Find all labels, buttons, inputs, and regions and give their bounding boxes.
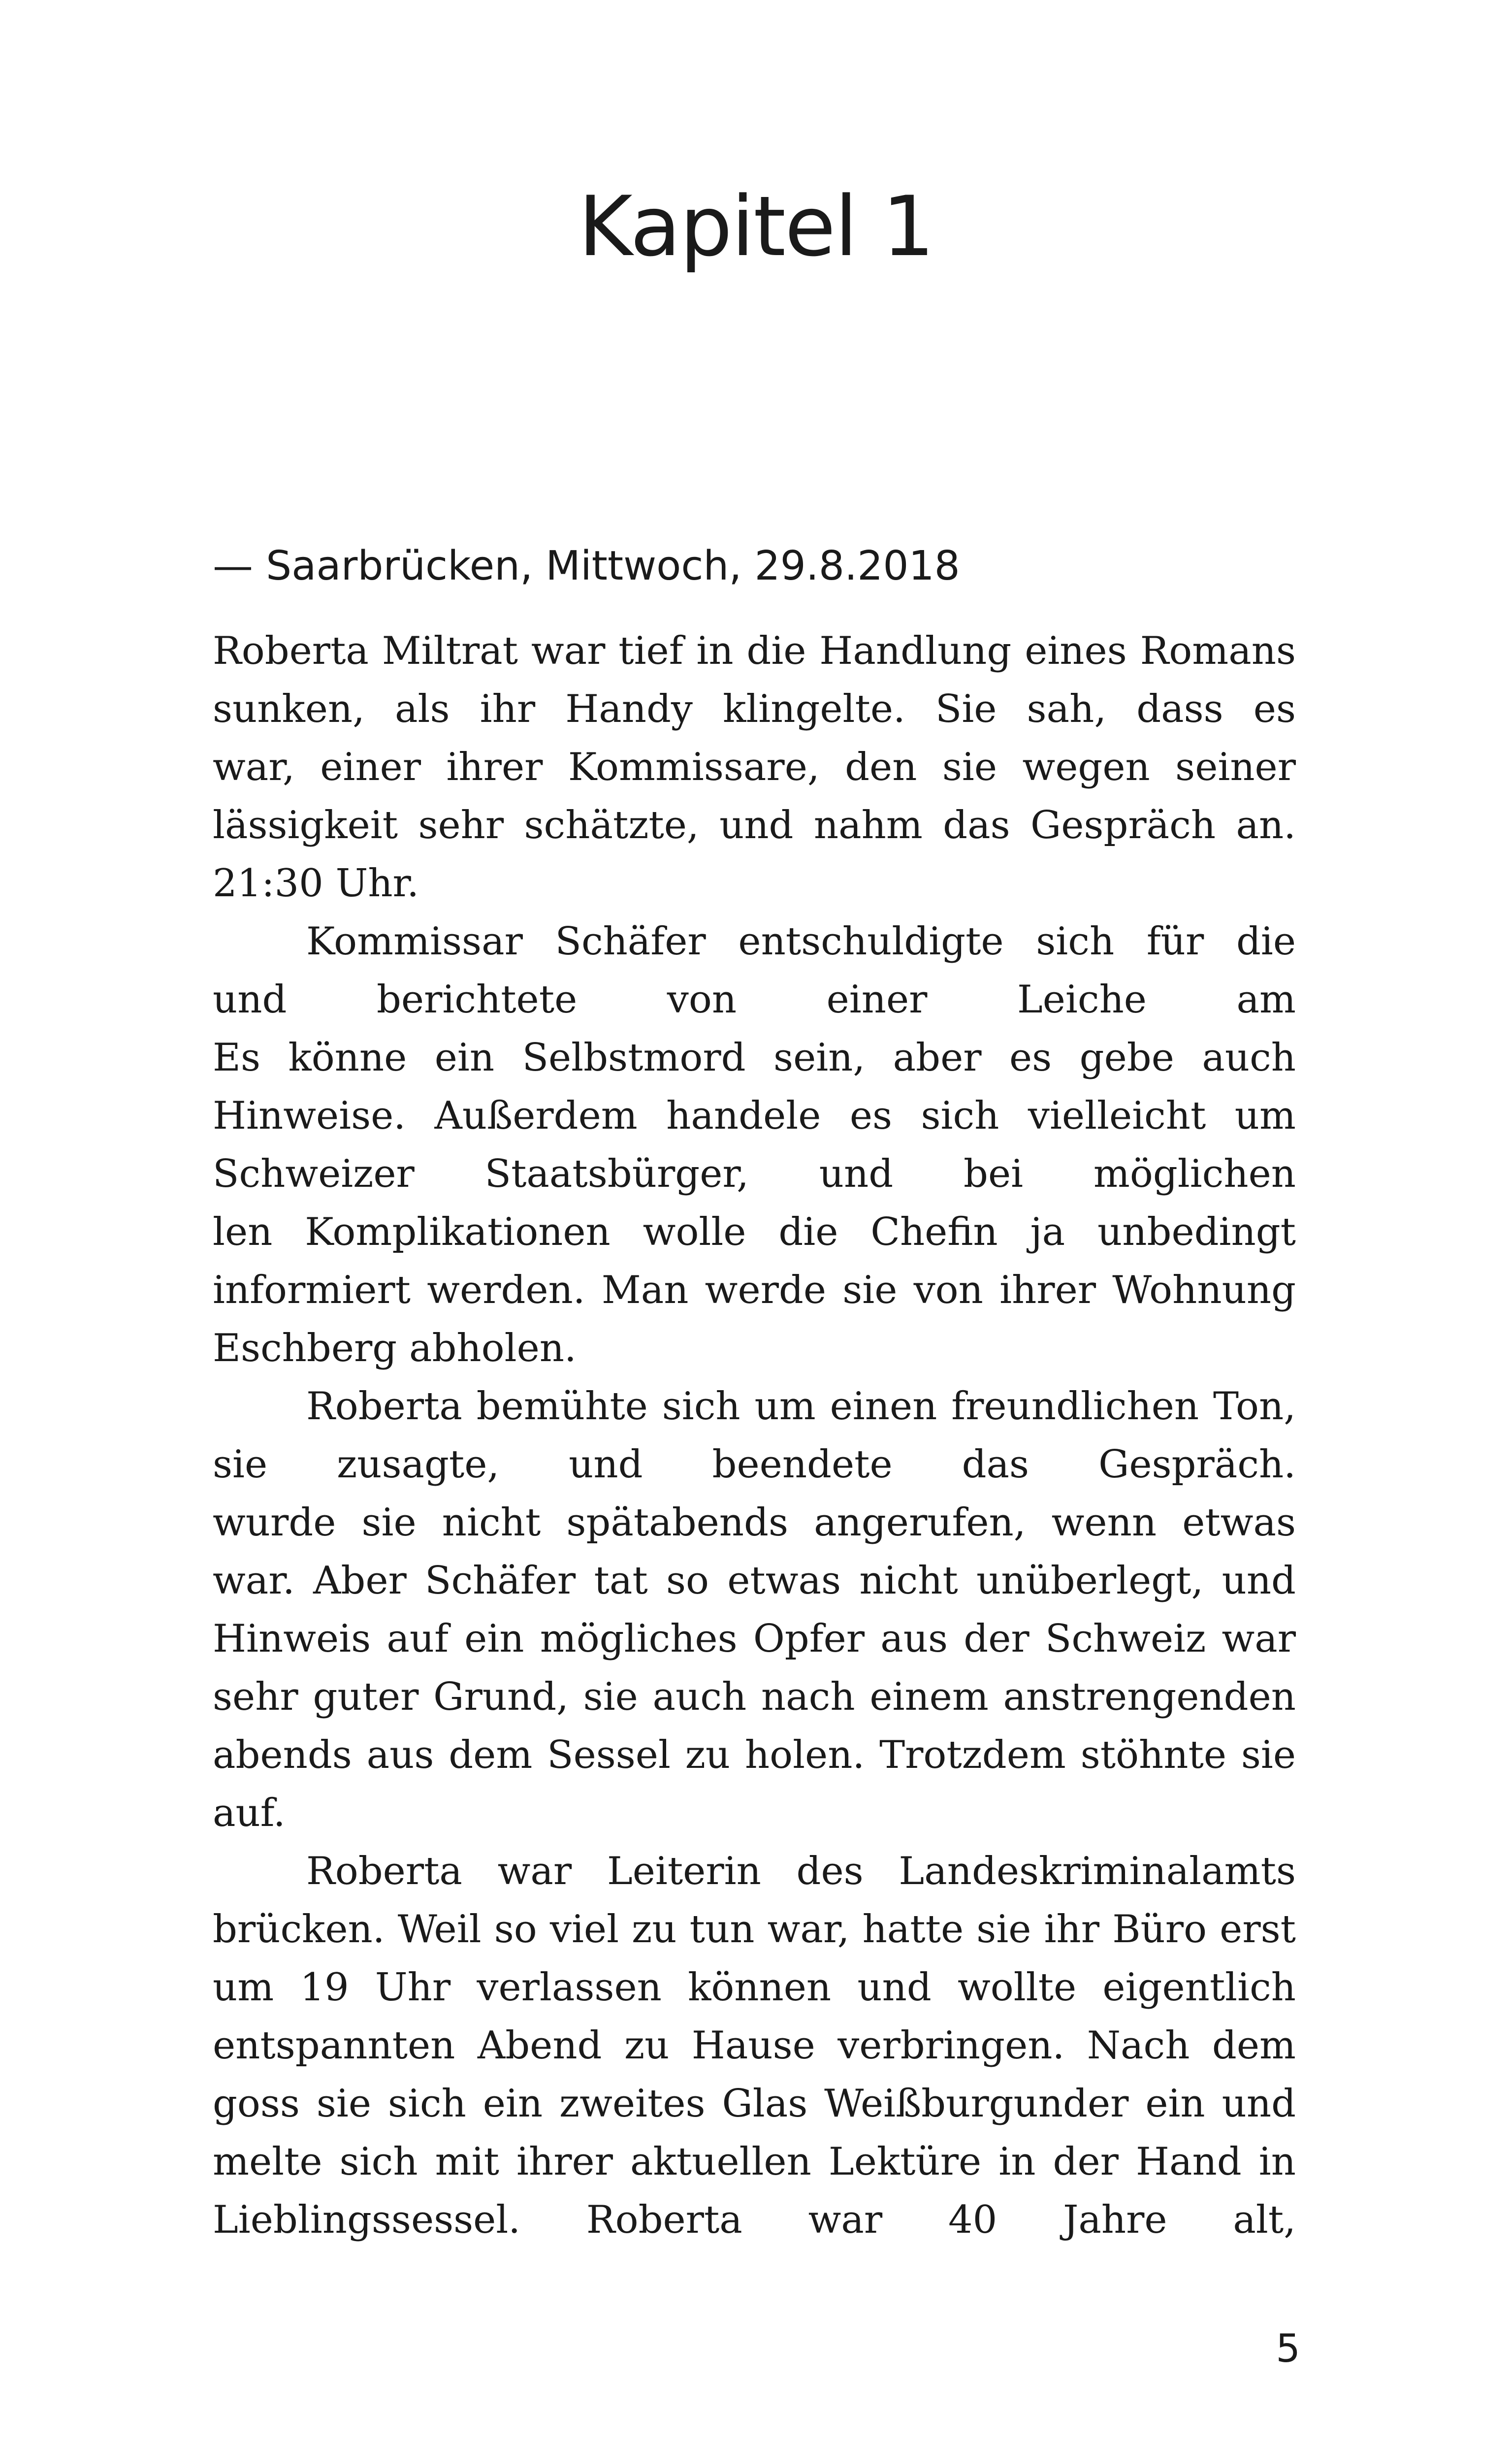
- body-text: [213, 622, 1296, 2249]
- text-line: war. Aber Schäfer tat so etwas nicht unüberlegt, und: [213, 1559, 1296, 1603]
- section-header: — Saarbrücken, Mittwoch, 29.8.2018: [213, 543, 960, 589]
- paragraph: [213, 622, 1296, 912]
- text-line: auf.: [213, 1791, 286, 1835]
- text-line: sunken, als ihr Handy klingelte. Sie sah, dass es: [213, 687, 1296, 731]
- text-line: entspannten Abend zu Hause verbringen. Nach dem: [213, 2023, 1296, 2068]
- text-line: Roberta war Leiterin des Landeskriminalamts: [306, 1849, 1296, 1893]
- text-line: informiert werden. Man werde sie von ihrer Wohnung: [213, 1268, 1296, 1312]
- text-line: sie zusagte, und beendete das Gespräch.: [213, 1442, 1296, 1487]
- text-line: Hinweise. Außerdem handele es sich vielleicht um: [213, 1094, 1296, 1138]
- text-line: lässigkeit sehr schätzte, und nahm das Gespräch an.: [213, 803, 1296, 847]
- text-line: brücken. Weil so viel zu tun war, hatte sie ihr Büro erst: [213, 1907, 1296, 1952]
- text-line: um 19 Uhr verlassen können und wollte eigentlich: [213, 1965, 1296, 2010]
- text-line: abends aus dem Sessel zu holen. Trotzdem stöhnte sie: [213, 1733, 1296, 1777]
- text-line: melte sich mit ihrer aktuellen Lektüre in der Hand in: [213, 2140, 1296, 2184]
- page-number: 5: [1276, 2327, 1300, 2371]
- paragraph: [213, 912, 1296, 1377]
- text-line: Roberta Miltrat war tief in die Handlung eines Romans: [213, 629, 1296, 673]
- text-line: len Komplikationen wolle die Chefin ja unbedingt: [213, 1210, 1296, 1254]
- text-line: Hinweis auf ein mögliches Opfer aus der Schweiz war: [213, 1617, 1296, 1661]
- text-line: und berichtete von einer Leiche am: [213, 977, 1296, 1022]
- paragraph: [213, 1377, 1296, 1842]
- text-line: sehr guter Grund, sie auch nach einem anstrengenden: [213, 1675, 1296, 1719]
- text-line: wurde sie nicht spätabends angerufen, wenn etwas: [213, 1500, 1296, 1545]
- text-line: Roberta bemühte sich um einen freundlichen Ton,: [306, 1384, 1296, 1429]
- text-line: 21:30 Uhr.: [213, 861, 419, 906]
- text-line: Kommissar Schäfer entschuldigte sich für die: [306, 919, 1296, 964]
- text-line: Schweizer Staatsbürger, und bei möglichen: [213, 1152, 1296, 1196]
- paragraph: [213, 1842, 1296, 2249]
- text-line: Eschberg abholen.: [213, 1326, 577, 1370]
- text-line: Lieblingssessel. Roberta war 40 Jahre alt,: [213, 2198, 1296, 2242]
- text-line: war, einer ihrer Kommissare, den sie wegen seiner: [213, 745, 1296, 789]
- text-line: Es könne ein Selbstmord sein, aber es gebe auch: [213, 1036, 1296, 1080]
- text-line: goss sie sich ein zweites Glas Weißburgunder ein und: [213, 2082, 1296, 2126]
- chapter-title: Kapitel 1: [578, 178, 934, 275]
